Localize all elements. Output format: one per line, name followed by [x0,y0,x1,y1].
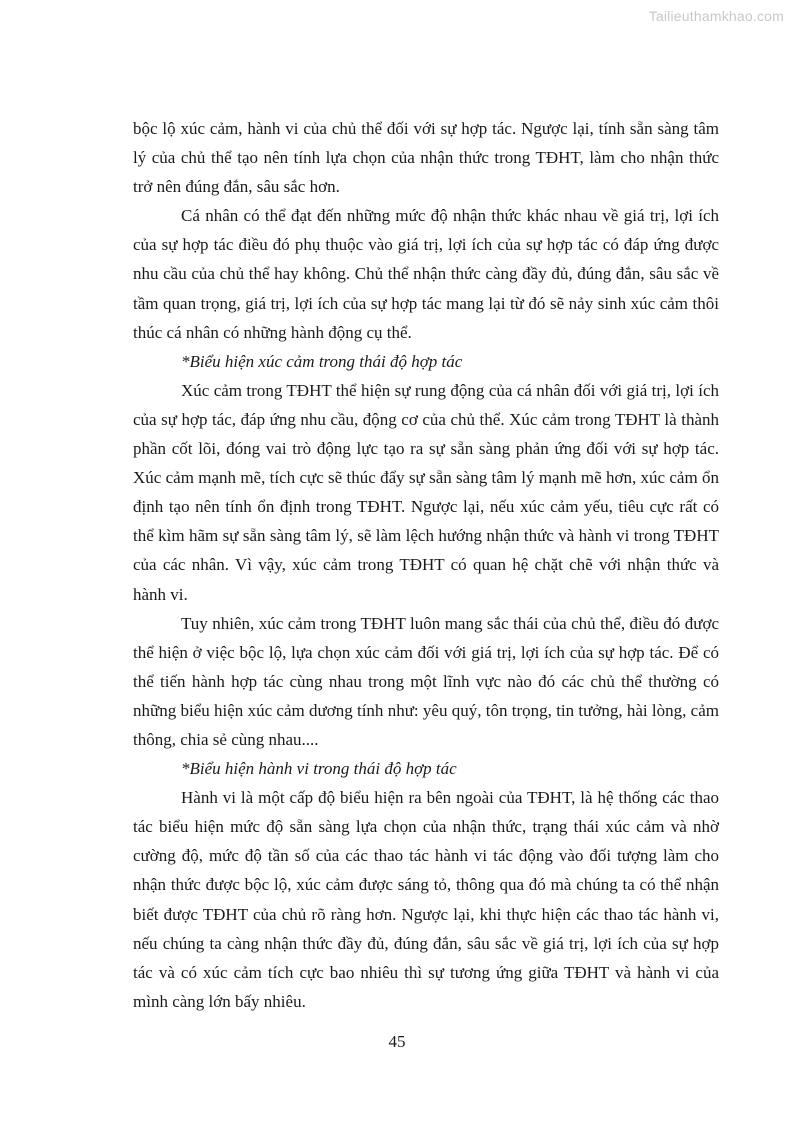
paragraph-emotion-nuance: Tuy nhiên, xúc cảm trong TĐHT luôn mang sắc thái của chủ thể, điều đó được thể hiện ở việc bộc lộ, lựa chọn xúc cảm đối với giá trị, lợi ích của sự hợp tác. Để có thể tiến hành hợp tác cùng nhau trong một lĩnh vực nào đó các chủ thể thường có những biểu hiện xúc cảm dương tính như: yêu quý, tôn trọng, tin tưởng, hài lòng, cảm thông, chia sẻ cùng nhau.... [133,613,719,749]
page-number: 45 [388,1032,406,1051]
section-heading-behavior: *Biểu hiện hành vi trong thái độ hợp tác [181,759,457,779]
paragraph-continuation: bộc lộ xúc cảm, hành vi của chủ thể đối với sự hợp tác. Ngược lại, tính sẵn sàng tâm lý của chủ thể tạo nên tính lựa chọn của nhận thức trong TĐHT, làm cho nhận thức trở nên đúng đắn, sâu sắc hơn. [133,119,719,197]
paragraph-awareness-levels: Cá nhân có thể đạt đến những mức độ nhận thức khác nhau về giá trị, lợi ích của sự hợp tác điều đó phụ thuộc vào giá trị, lợi ích của sự hợp tác có đáp ứng được nhu cầu của chủ thể hay không. Chủ thể nhận thức càng đầy đủ, đúng đắn, sâu sắc về tầm quan trọng, giá trị, lợi ích của sự hợp tác mang lại từ đó sẽ nảy sinh xúc cảm thôi thúc cá nhân có những hành động cụ thể. [133,206,719,342]
document-body [133,114,719,1016]
section-heading-emotion: *Biểu hiện xúc cảm trong thái độ hợp tác [181,351,463,371]
paragraph-emotion: Xúc cảm trong TĐHT thể hiện sự rung động của cá nhân đối với giá trị, lợi ích của sự hợp tác, đáp ứng nhu cầu, động cơ của chủ thể. Xúc cảm trong TĐHT là thành phần cốt lõi, đóng vai trò động lực tạo ra sự sẵn sàng phản ứng đối với sự hợp tác. Xúc cảm mạnh mẽ, tích cực sẽ thúc đẩy sự sẵn sàng tâm lý mạnh mẽ hơn, xúc cảm ổn định tạo nên tính ổn định trong TĐHT. Ngược lại, nếu xúc cảm yếu, tiêu cực rất có thể kìm hãm sự sẵn sàng tâm lý, sẽ làm lệch hướng nhận thức và hành vi trong TĐHT của các nhân. Vì vậy, xúc cảm trong TĐHT có quan hệ chặt chẽ với nhận thức và hành vi. [133,380,719,604]
watermark-text: Tailieuthamkhao.com [648,8,784,24]
paragraph-behavior: Hành vi là một cấp độ biểu hiện ra bên ngoài của TĐHT, là hệ thống các thao tác biểu hiện mức độ sẵn sàng lựa chọn của nhận thức, trạng thái xúc cảm và nhờ cường độ, mức độ tần số của các thao tác hành vi tác động vào đối tượng làm cho nhận thức được bộc lộ, xúc cảm được sáng tỏ, thông qua đó mà chúng ta có thể nhận biết được TĐHT của chủ rõ ràng hơn. Ngược lại, khi thực hiện các thao tác hành vi, nếu chúng ta càng nhận thức đầy đủ, đúng đắn, sâu sắc về giá trị, lợi ích của sự hợp tác và có xúc cảm tích cực bao nhiêu thì sự tương ứng giữa TĐHT và hành vi của mình càng lớn bấy nhiêu. [133,788,719,1011]
